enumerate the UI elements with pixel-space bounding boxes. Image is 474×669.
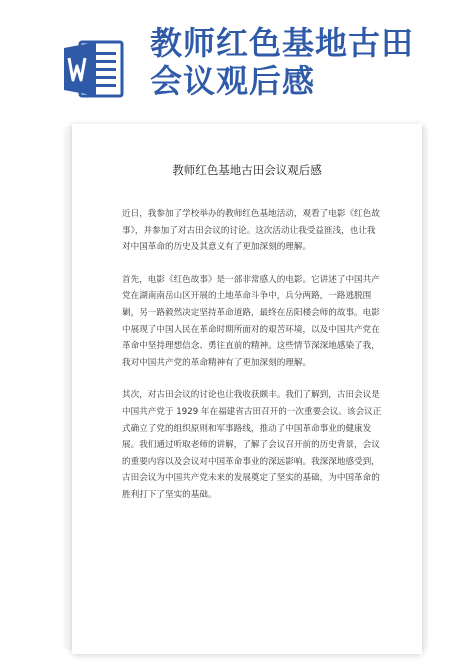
banner-title [150,24,414,100]
paragraph: 其次，对古田会议的讨论也让我收获颇丰。我们了解到，古田会议是中国共产党于 1929 年在福建省古田召开的一次重要会议。该会议正式确立了党的组织原则和军事路线，推动了中国革命事业的健康发展。我们通过听取老师的讲解，了解了会议召开前的历史背景，会议的重要内容以及会议对中国革命事业的深远影响。我深深地感受到，古田会议为中国共产党未来的发展奠定了坚实的基础，为中国革命的胜利打下了坚实的基础。 [122,390,382,500]
document-page [72,124,422,654]
banner [0,0,474,110]
document-title: 教师红色基地古田会议观后感 [172,163,322,177]
document-body [122,206,384,520]
paragraph: 首先，电影《红色故事》是一部非常感人的电影。它讲述了中国共产党在湖南南岳山区开展的土地革命斗争中，兵分两路，一路逃脱围剿，另一路毅然决定坚持革命道路，最终在岳阳楼会师的故事。电影中展现了中国人民在革命时期所面对的艰苦环境，以及中国共产党在革命中坚持理想信念、勇往直前的精神。这些情节深深地感染了我，我对中国共产党的革命精神有了更加深刻的理解。 [122,274,380,368]
banner-title-line2: 会议观后感 [150,62,316,100]
paragraph: 近日，我参加了学校举办的教师红色基地活动，观看了电影《红色故事》，并参加了对古田会议的讨论。这次活动让我受益匪浅，也让我对中国革命的历史及其意义有了更加深刻的理解。 [122,209,380,253]
banner-title-line1: 教师红色基地古田 [150,24,415,62]
word-document-icon [62,38,124,100]
